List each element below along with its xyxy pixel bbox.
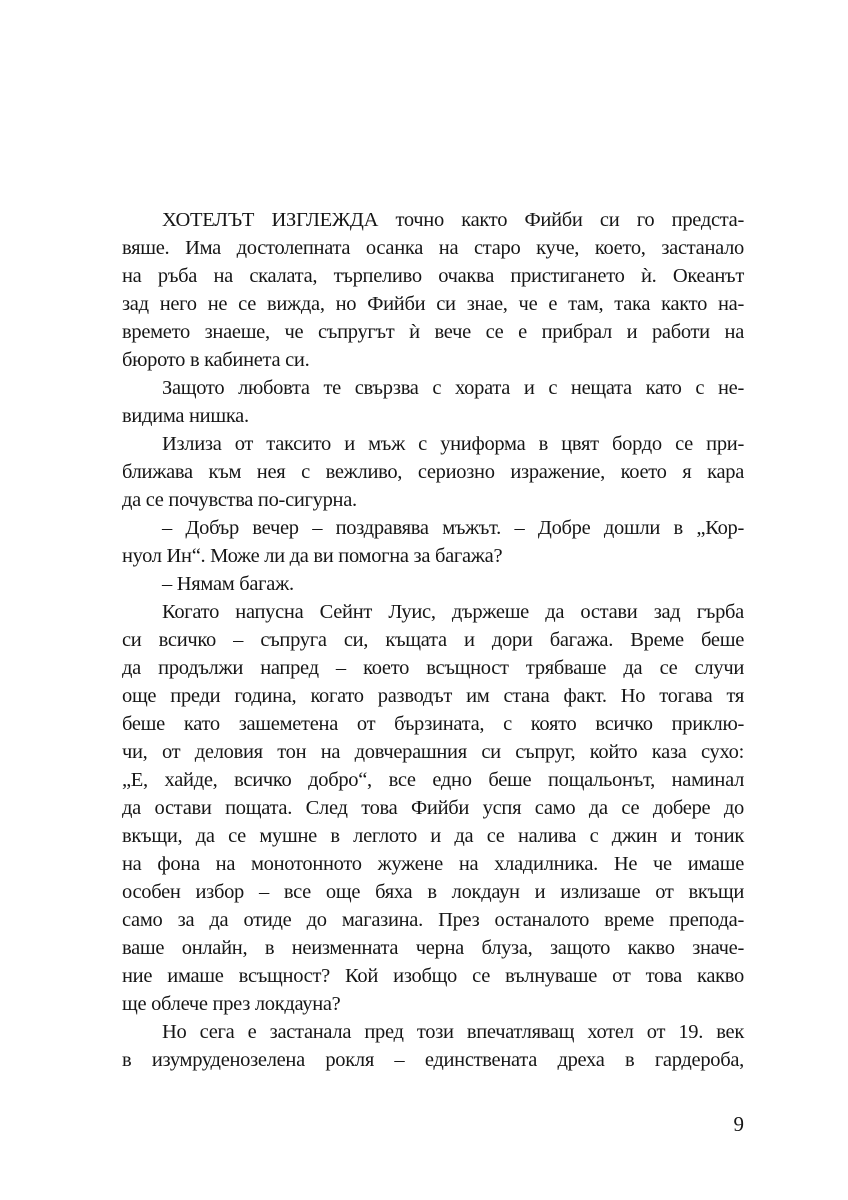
paragraph xyxy=(122,1018,744,1074)
page-text xyxy=(122,206,744,1074)
text-line: беше като зашеметена от бързината, с която всичко приклю- xyxy=(122,713,744,735)
paragraph xyxy=(122,206,744,374)
paragraph xyxy=(122,374,744,430)
text-line: времето знаеше, че съпругът ѝ вече се е прибрал и работи на xyxy=(122,321,744,343)
paragraph xyxy=(122,430,744,514)
text-line: ще облече през локдауна? xyxy=(122,993,341,1015)
paragraph xyxy=(122,598,744,1018)
text-line: да продължи напред – което всъщност трябваше да се случи xyxy=(122,657,744,679)
text-line: Защото любовта те свързва с хората и с нещата като с не- xyxy=(162,377,744,399)
text-line: – Добър вечер – поздравява мъжът. – Добре дошли в „Кор- xyxy=(162,517,744,539)
text-line: ваше онлайн, в неизменната черна блуза, защото какво значе- xyxy=(122,937,744,959)
page-number: 9 xyxy=(733,1112,744,1136)
text-line: – Нямам багаж. xyxy=(162,573,294,595)
text-line: още преди година, когато разводът им стана факт. Но тогава тя xyxy=(122,685,744,707)
text-line: ближава към нея с вежливо, сериозно изражение, което я кара xyxy=(122,461,744,483)
text-line: Но сега е застанала пред този впечатляващ хотел от 19. век xyxy=(162,1021,744,1043)
text-line: зад него не се вижда, но Фийби си знае, че е там, така както на- xyxy=(122,293,744,315)
text-line: в изумруденозелена рокля – единствената дреха в гардероба, xyxy=(122,1049,744,1071)
text-line: да остави пощата. След това Фийби успя само да се добере до xyxy=(122,797,744,819)
text-line: вкъщи, да се мушне в леглото и да се налива с джин и тоник xyxy=(122,825,744,847)
text-line: на фона на монотонното жужене на хладилника. Не че имаше xyxy=(122,853,744,875)
text-line: на ръба на скалата, търпеливо очаква пристигането ѝ. Океанът xyxy=(122,265,744,287)
text-line: „Е, хайде, всичко добро“, все едно беше пощальонът, наминал xyxy=(122,769,744,791)
text-line: ние имаше всъщност? Кой изобщо се вълнуваше от това какво xyxy=(122,965,744,987)
text-line: ХОТЕЛЪТ ИЗГЛЕЖДА точно както Фийби си го предста- xyxy=(162,209,744,231)
text-line: Излиза от таксито и мъж с униформа в цвят бордо се при- xyxy=(162,433,744,455)
text-line: нуол Ин“. Може ли да ви помогна за багажа? xyxy=(122,545,503,567)
text-line: да се почувства по-сигурна. xyxy=(122,489,357,511)
text-line: Когато напусна Сейнт Луис, държеше да остави зад гърба xyxy=(162,601,744,623)
text-line: бюрото в кабинета си. xyxy=(122,349,310,371)
text-line: видима нишка. xyxy=(122,405,249,427)
paragraph xyxy=(122,570,744,598)
text-line: чи, от деловия тон на довчерашния си съпруг, който каза сухо: xyxy=(122,741,744,763)
text-line: само за да отиде до магазина. През останалото време препода- xyxy=(122,909,744,931)
text-line: си всичко – съпруга си, къщата и дори багажа. Време беше xyxy=(122,629,744,651)
text-line: вяше. Има достолепната осанка на старо куче, което, застанало xyxy=(122,237,744,259)
paragraph xyxy=(122,514,744,570)
text-line: особен избор – все още бяха в локдаун и излизаше от вкъщи xyxy=(122,881,744,903)
